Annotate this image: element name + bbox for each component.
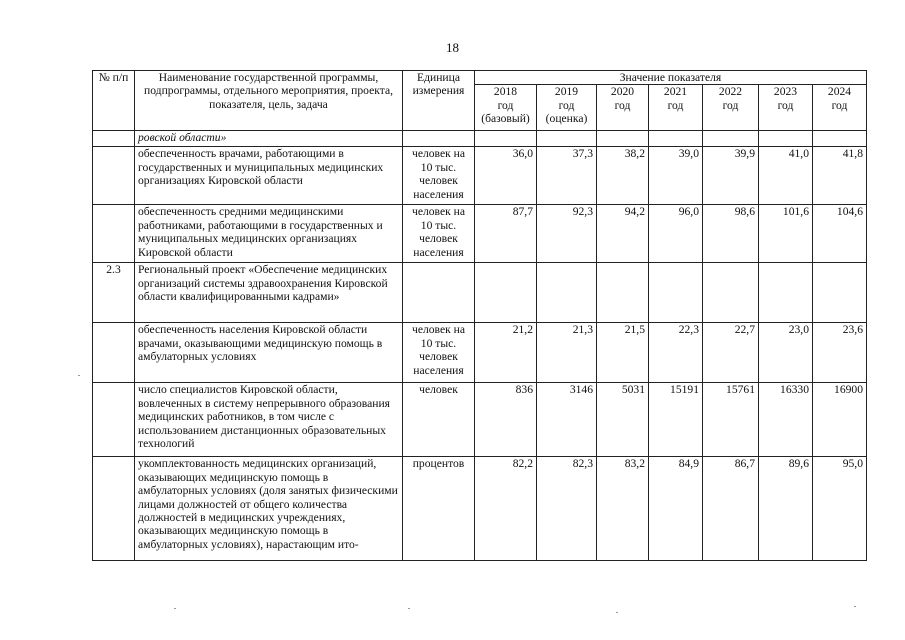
header-year-sub1: год: [558, 98, 575, 112]
header-year-4: [703, 85, 759, 131]
row-value-2019: 37,3: [537, 147, 597, 205]
header-year-sub1: год: [722, 98, 739, 112]
row-name: обеспеченность населения Кировской области врачами, оказывающими медицинскую помощь в амбулаторных условиях: [135, 323, 403, 383]
row-value-2020: 5031: [597, 383, 649, 457]
row-value-2023: [759, 131, 813, 147]
row-value-2023: [759, 263, 813, 323]
row-value-2024: [813, 263, 867, 323]
header-year-year: 2022: [718, 85, 743, 99]
row-name: укомплектованность медицинских организаций, оказывающих медицинскую помощь в амбулаторных условиях (доля занятых физическими лицами должностей от общего количества должностей в медицинских учреждениях, оказывающих медицинскую помощь в амбулаторных условиях), нарастающим ито-: [135, 457, 403, 561]
header-year-6: [813, 85, 867, 131]
header-name: Наименование государственной программы, подпрограммы, отдельного мероприятия, проекта, показателя, цель, задача: [135, 71, 403, 131]
row-value-2022: 15761: [703, 383, 759, 457]
table-row: [93, 263, 867, 323]
row-value-2024: 104,6: [813, 205, 867, 263]
header-year-2: [597, 85, 649, 131]
header-year-1: [537, 85, 597, 131]
table-row: [93, 383, 867, 457]
row-name: обеспеченность врачами, работающими в государственных и муниципальных медицинских организациях Кировской области: [135, 147, 403, 205]
row-unit: человек на 10 тыс. человек населения: [403, 323, 475, 383]
row-num: [93, 131, 135, 147]
header-year-sub1: год: [614, 98, 631, 112]
row-name: число специалистов Кировской области, вовлеченных в систему непрерывного образования медицинских работников, в том числе с использованием дистанционных образовательных технологий: [135, 383, 403, 457]
row-value-2022: 86,7: [703, 457, 759, 561]
row-num: [93, 383, 135, 457]
row-value-2022: [703, 263, 759, 323]
row-value-2020: 94,2: [597, 205, 649, 263]
header-year-year: 2018: [493, 85, 518, 99]
header-num: № п/п: [93, 71, 135, 131]
header-year-3: [649, 85, 703, 131]
scan-speck: [174, 608, 176, 609]
row-value-2020: 83,2: [597, 457, 649, 561]
row-value-2024: [813, 131, 867, 147]
row-value-2023: 41,0: [759, 147, 813, 205]
row-value-2022: 22,7: [703, 323, 759, 383]
row-value-2018: 36,0: [475, 147, 537, 205]
row-value-2021: 96,0: [649, 205, 703, 263]
row-value-2024: 95,0: [813, 457, 867, 561]
row-value-2019: [537, 263, 597, 323]
row-num: [93, 457, 135, 561]
row-value-2018: [475, 263, 537, 323]
row-value-2018: 87,7: [475, 205, 537, 263]
row-unit: [403, 131, 475, 147]
header-year-sub2: (оценка): [545, 112, 588, 126]
table-row: [93, 147, 867, 205]
row-num: 2.3: [93, 263, 135, 323]
row-num: [93, 147, 135, 205]
table-row: [93, 323, 867, 383]
table-row: [93, 457, 867, 561]
header-year-year: 2023: [773, 85, 798, 99]
row-value-2024: 41,8: [813, 147, 867, 205]
row-value-2021: 39,0: [649, 147, 703, 205]
row-num: [93, 323, 135, 383]
row-value-2021: [649, 263, 703, 323]
header-year-year: 2019: [554, 85, 579, 99]
header-year-sub1: год: [667, 98, 684, 112]
header-values-title: Значение показателя: [475, 71, 867, 85]
row-value-2020: 38,2: [597, 147, 649, 205]
row-unit: процентов: [403, 457, 475, 561]
header-year-sub2: (базовый): [481, 112, 530, 126]
row-value-2022: [703, 131, 759, 147]
header-year-year: 2021: [663, 85, 688, 99]
row-value-2023: 23,0: [759, 323, 813, 383]
row-name: обеспеченность средними медицинскими работниками, работающими в государственных и муниципальных медицинских организациях Кировской области: [135, 205, 403, 263]
indicators-table: [92, 70, 867, 561]
scan-speck: [408, 608, 410, 609]
row-value-2019: 3146: [537, 383, 597, 457]
row-value-2021: 84,9: [649, 457, 703, 561]
header-year-5: [759, 85, 813, 131]
row-value-2020: [597, 263, 649, 323]
header-year-sub1: год: [831, 98, 848, 112]
row-value-2023: 16330: [759, 383, 813, 457]
header-year-year: 2024: [827, 85, 852, 99]
row-value-2024: 16900: [813, 383, 867, 457]
row-value-2022: 98,6: [703, 205, 759, 263]
row-value-2019: 92,3: [537, 205, 597, 263]
page-number: 18: [446, 40, 459, 55]
row-unit: [403, 263, 475, 323]
row-unit: человек на 10 тыс. человек населения: [403, 147, 475, 205]
row-value-2021: 22,3: [649, 323, 703, 383]
header-year-year: 2020: [610, 85, 635, 99]
scan-speck: [616, 612, 618, 613]
row-value-2023: 89,6: [759, 457, 813, 561]
row-value-2018: 836: [475, 383, 537, 457]
scan-speck: [78, 375, 80, 376]
row-value-2018: 21,2: [475, 323, 537, 383]
row-value-2019: 82,3: [537, 457, 597, 561]
row-name: ровской области»: [135, 131, 403, 147]
row-num: [93, 205, 135, 263]
row-value-2019: 21,3: [537, 323, 597, 383]
row-unit: человек: [403, 383, 475, 457]
row-value-2021: [649, 131, 703, 147]
row-value-2024: 23,6: [813, 323, 867, 383]
row-value-2020: 21,5: [597, 323, 649, 383]
header-year-sub1: год: [497, 98, 514, 112]
header-unit: Единица измерения: [403, 71, 475, 131]
row-value-2021: 15191: [649, 383, 703, 457]
table-row: [93, 205, 867, 263]
row-name: Региональный проект «Обеспечение медицинских организаций системы здравоохранения Кировской области квалифицированными кадрами»: [135, 263, 403, 323]
scan-speck: [854, 606, 856, 607]
row-value-2018: 82,2: [475, 457, 537, 561]
row-value-2019: [537, 131, 597, 147]
row-value-2022: 39,9: [703, 147, 759, 205]
row-value-2023: 101,6: [759, 205, 813, 263]
row-value-2018: [475, 131, 537, 147]
table-row: [93, 131, 867, 147]
row-value-2020: [597, 131, 649, 147]
row-unit: человек на 10 тыс. человек населения: [403, 205, 475, 263]
header-year-0: [475, 85, 537, 131]
header-year-sub1: год: [777, 98, 794, 112]
